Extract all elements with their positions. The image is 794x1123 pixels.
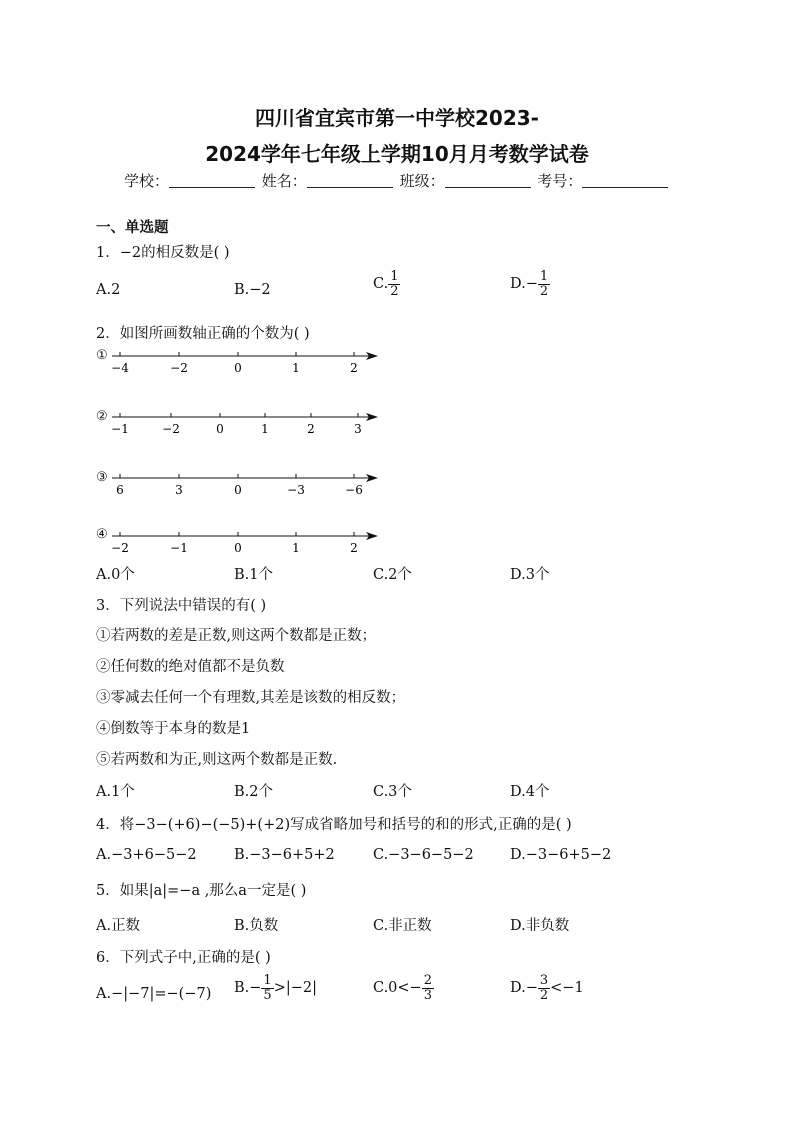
- q4-option-d: D.−3−6+5−2: [510, 847, 612, 863]
- q6-d-fraction: [538, 974, 550, 1002]
- q6-b-prefix: B.−: [234, 980, 262, 997]
- info-name-blank: [307, 173, 393, 188]
- q1-c-fraction: [388, 270, 400, 298]
- q3-item-2: ②任何数的绝对值都不是负数: [96, 659, 285, 675]
- axis-1-tick-label: −2: [170, 361, 188, 375]
- q6-d-num: 3: [539, 973, 549, 988]
- q3-item-1: ①若两数的差是正数,则这两个数都是正数；: [96, 628, 377, 644]
- q1-d-fraction: [538, 270, 550, 298]
- q3-item-3: ③零减去任何一个有理数,其差是该数的相反数；: [96, 690, 406, 706]
- question-3-stem: 3．下列说法中错误的有( ): [96, 598, 267, 614]
- question-1-stem: 1．−2的相反数是( ): [96, 245, 230, 261]
- axis-2-tick-label: −2: [162, 422, 180, 436]
- student-info-row: [124, 170, 670, 191]
- question-6-stem: 6．下列式子中,正确的是( ): [96, 950, 271, 966]
- q3-option-b: B.2个: [234, 784, 273, 800]
- q1-c-den: 2: [390, 283, 399, 299]
- axis-1-tick-label: 2: [350, 361, 358, 375]
- q5-option-d: D.非负数: [510, 918, 570, 934]
- q1-d-num: 1: [539, 269, 549, 284]
- axis-1-tick-label: 0: [234, 361, 242, 375]
- q1-c-num: 1: [390, 269, 399, 284]
- axis-2-marker: ②: [96, 409, 108, 424]
- q6-b-num: 1: [263, 973, 272, 988]
- q6-b-den: 5: [263, 987, 272, 1003]
- q1-c-prefix: C.: [373, 276, 389, 293]
- q1-d-prefix: D.−: [510, 276, 538, 293]
- question-4-stem: 4．将−3−(+6)−(−5)+(+2)写成省略加号和括号的和的形式,正确的是( ): [96, 817, 572, 833]
- q5-option-b: B.负数: [234, 918, 279, 934]
- axis-4-tick-label: −2: [111, 541, 129, 555]
- info-school-label: 学校：: [124, 172, 170, 190]
- q4-option-c: C.−3−6−5−2: [373, 847, 474, 863]
- axis-3-tick-label: 0: [234, 483, 242, 497]
- page-title-line1: 四川省宜宾市第一中学校2023-: [255, 106, 539, 130]
- info-number-label: 考号：: [537, 172, 583, 190]
- info-class-label: 班级：: [399, 172, 445, 190]
- q1-d-den: 2: [539, 283, 549, 299]
- q6-option-a: A.−|−7|=−(−7): [96, 986, 212, 1002]
- q6-c-den: 3: [423, 987, 432, 1003]
- page-title-line2: 2024学年七年级上学期10月月考数学试卷: [205, 142, 589, 166]
- axis-3-tick-label: 3: [175, 483, 183, 497]
- axis-4-tick-label: 2: [350, 541, 358, 555]
- axis-4-marker: ④: [96, 527, 108, 542]
- number-line-3: [112, 468, 382, 500]
- q6-option-b: [234, 974, 317, 1002]
- q6-c-fraction: [422, 974, 434, 1002]
- q5-option-a: A.正数: [96, 918, 141, 934]
- q6-d-prefix: D.−: [510, 980, 538, 997]
- q3-option-d: D.4个: [510, 784, 550, 800]
- q6-option-d: [510, 974, 584, 1002]
- q3-option-a: A.1个: [96, 784, 135, 800]
- q2-option-b: B.1个: [234, 567, 273, 583]
- axis-4-tick-label: −1: [170, 541, 188, 555]
- q2-option-c: C.2个: [373, 567, 412, 583]
- q6-d-suffix: <−1: [550, 980, 584, 997]
- axis-2-tick-label: 0: [216, 422, 224, 436]
- q4-option-b: B.−3−6+5+2: [234, 847, 335, 863]
- axis-4-tick-label: 1: [292, 541, 300, 555]
- axis-1-tick-label: −4: [111, 361, 129, 375]
- axis-2-tick-label: −1: [111, 422, 129, 436]
- number-line-1: [112, 346, 382, 378]
- info-class-blank: [445, 173, 531, 188]
- axis-4-tick-label: 0: [234, 541, 242, 555]
- q1-option-c: [373, 270, 400, 298]
- number-line-4: [112, 526, 382, 558]
- info-number-blank: [582, 173, 668, 188]
- q3-item-4: ④倒数等于本身的数是1: [96, 721, 251, 737]
- number-line-2: [112, 407, 382, 439]
- q6-b-fraction: [261, 974, 273, 1002]
- axis-3-tick-label: −3: [287, 483, 305, 497]
- question-5-stem: 5．如果|a|=−a ,那么a一定是( ): [96, 883, 307, 899]
- axis-2-tick-label: 2: [307, 422, 315, 436]
- q4-option-a: A.−3+6−5−2: [96, 847, 197, 863]
- axis-3-marker: ③: [96, 470, 108, 485]
- info-name-label: 姓名：: [261, 172, 307, 190]
- q2-option-a: A.0个: [96, 567, 135, 583]
- q3-option-c: C.3个: [373, 784, 412, 800]
- q5-option-c: C.非正数: [373, 918, 432, 934]
- q2-option-d: D.3个: [510, 567, 550, 583]
- axis-3-tick-label: 6: [116, 483, 124, 497]
- info-school-blank: [169, 173, 255, 188]
- axis-1-tick-label: 1: [292, 361, 300, 375]
- q1-option-d: [510, 270, 550, 298]
- axis-1-marker: ①: [96, 348, 108, 363]
- section-heading: 一、单选题: [96, 220, 169, 236]
- q3-item-5: ⑤若两数和为正,则这两个数都是正数.: [96, 752, 338, 768]
- q6-d-den: 2: [539, 987, 549, 1003]
- q1-option-b: B.−2: [234, 282, 271, 298]
- q6-c-prefix: C.0<−: [373, 980, 422, 997]
- axis-3-tick-label: −6: [345, 483, 363, 497]
- q6-c-num: 2: [423, 973, 432, 988]
- axis-2-tick-label: 1: [261, 422, 269, 436]
- q6-b-suffix: >|−2|: [273, 980, 317, 997]
- q1-option-a: A.2: [96, 282, 121, 298]
- question-2-stem: 2．如图所画数轴正确的个数为( ): [96, 326, 310, 342]
- axis-2-tick-label: 3: [354, 422, 362, 436]
- q6-option-c: [373, 974, 434, 1002]
